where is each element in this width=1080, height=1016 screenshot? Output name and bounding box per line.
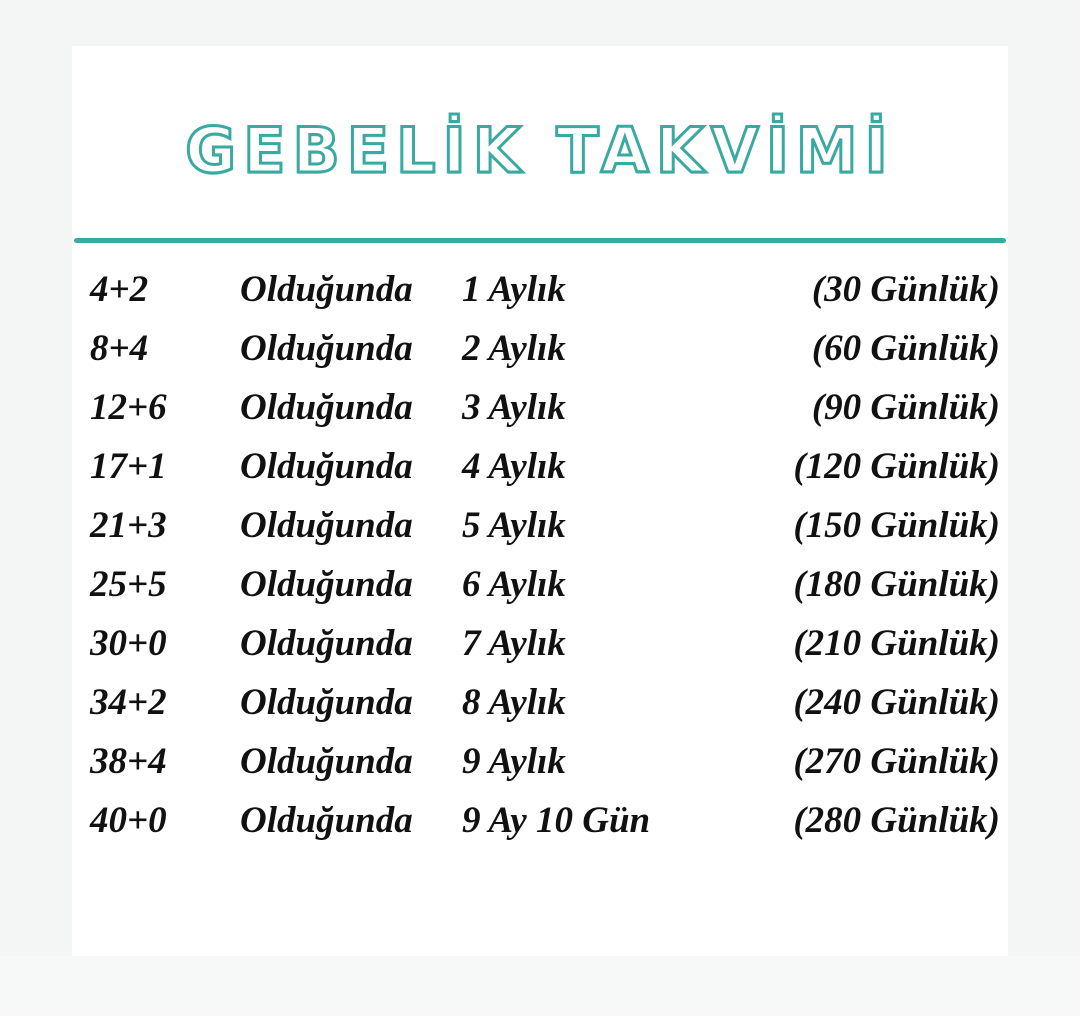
row-month: 5 Aylık bbox=[462, 505, 566, 546]
title-divider bbox=[74, 238, 1006, 243]
pregnancy-calendar-table bbox=[72, 268, 1008, 858]
table-row bbox=[72, 681, 1008, 740]
row-month: 9 Aylık bbox=[462, 741, 566, 782]
table-row bbox=[72, 799, 1008, 858]
row-days: (60 Günlük) bbox=[811, 328, 1000, 369]
row-week: 30+0 bbox=[90, 623, 167, 664]
row-days: (120 Günlük) bbox=[793, 446, 1000, 487]
row-days: (240 Günlük) bbox=[793, 682, 1000, 723]
frame-left-margin bbox=[0, 0, 72, 1016]
frame-right-margin bbox=[1008, 0, 1080, 1016]
row-month: 4 Aylık bbox=[462, 446, 566, 487]
row-week: 38+4 bbox=[90, 741, 167, 782]
table-row bbox=[72, 740, 1008, 799]
row-when: Olduğunda bbox=[240, 446, 413, 487]
page-title: GEBELİK TAKVİMİ bbox=[185, 114, 895, 187]
row-when: Olduğunda bbox=[240, 269, 413, 310]
row-week: 12+6 bbox=[90, 387, 167, 428]
row-week: 17+1 bbox=[90, 446, 167, 487]
row-month: 9 Ay 10 Gün bbox=[462, 800, 651, 841]
row-days: (30 Günlük) bbox=[811, 269, 1000, 310]
row-month: 7 Aylık bbox=[462, 623, 566, 664]
poster-sheet bbox=[72, 46, 1008, 956]
table-row bbox=[72, 327, 1008, 386]
row-week: 8+4 bbox=[90, 328, 149, 369]
row-month: 2 Aylık bbox=[462, 328, 566, 369]
table-row bbox=[72, 386, 1008, 445]
row-month: 1 Aylık bbox=[462, 269, 566, 310]
row-week: 40+0 bbox=[90, 800, 167, 841]
table-row bbox=[72, 268, 1008, 327]
row-when: Olduğunda bbox=[240, 564, 413, 605]
row-month: 3 Aylık bbox=[462, 387, 566, 428]
row-when: Olduğunda bbox=[240, 328, 413, 369]
table-row bbox=[72, 445, 1008, 504]
row-week: 25+5 bbox=[90, 564, 167, 605]
frame-top-margin bbox=[0, 0, 1080, 46]
row-days: (150 Günlük) bbox=[793, 505, 1000, 546]
row-month: 8 Aylık bbox=[462, 682, 566, 723]
row-when: Olduğunda bbox=[240, 387, 413, 428]
row-when: Olduğunda bbox=[240, 741, 413, 782]
row-week: 4+2 bbox=[90, 269, 149, 310]
row-days: (270 Günlük) bbox=[793, 741, 1000, 782]
row-days: (90 Günlük) bbox=[811, 387, 1000, 428]
row-when: Olduğunda bbox=[240, 623, 413, 664]
row-week: 21+3 bbox=[90, 505, 167, 546]
table-row bbox=[72, 563, 1008, 622]
row-when: Olduğunda bbox=[240, 800, 413, 841]
row-week: 34+2 bbox=[90, 682, 167, 723]
row-when: Olduğunda bbox=[240, 682, 413, 723]
table-row bbox=[72, 504, 1008, 563]
frame-bottom-margin bbox=[0, 956, 1080, 1016]
row-month: 6 Aylık bbox=[462, 564, 566, 605]
row-days: (180 Günlük) bbox=[793, 564, 1000, 605]
row-days: (280 Günlük) bbox=[793, 800, 1000, 841]
row-days: (210 Günlük) bbox=[793, 623, 1000, 664]
row-when: Olduğunda bbox=[240, 505, 413, 546]
table-row bbox=[72, 622, 1008, 681]
